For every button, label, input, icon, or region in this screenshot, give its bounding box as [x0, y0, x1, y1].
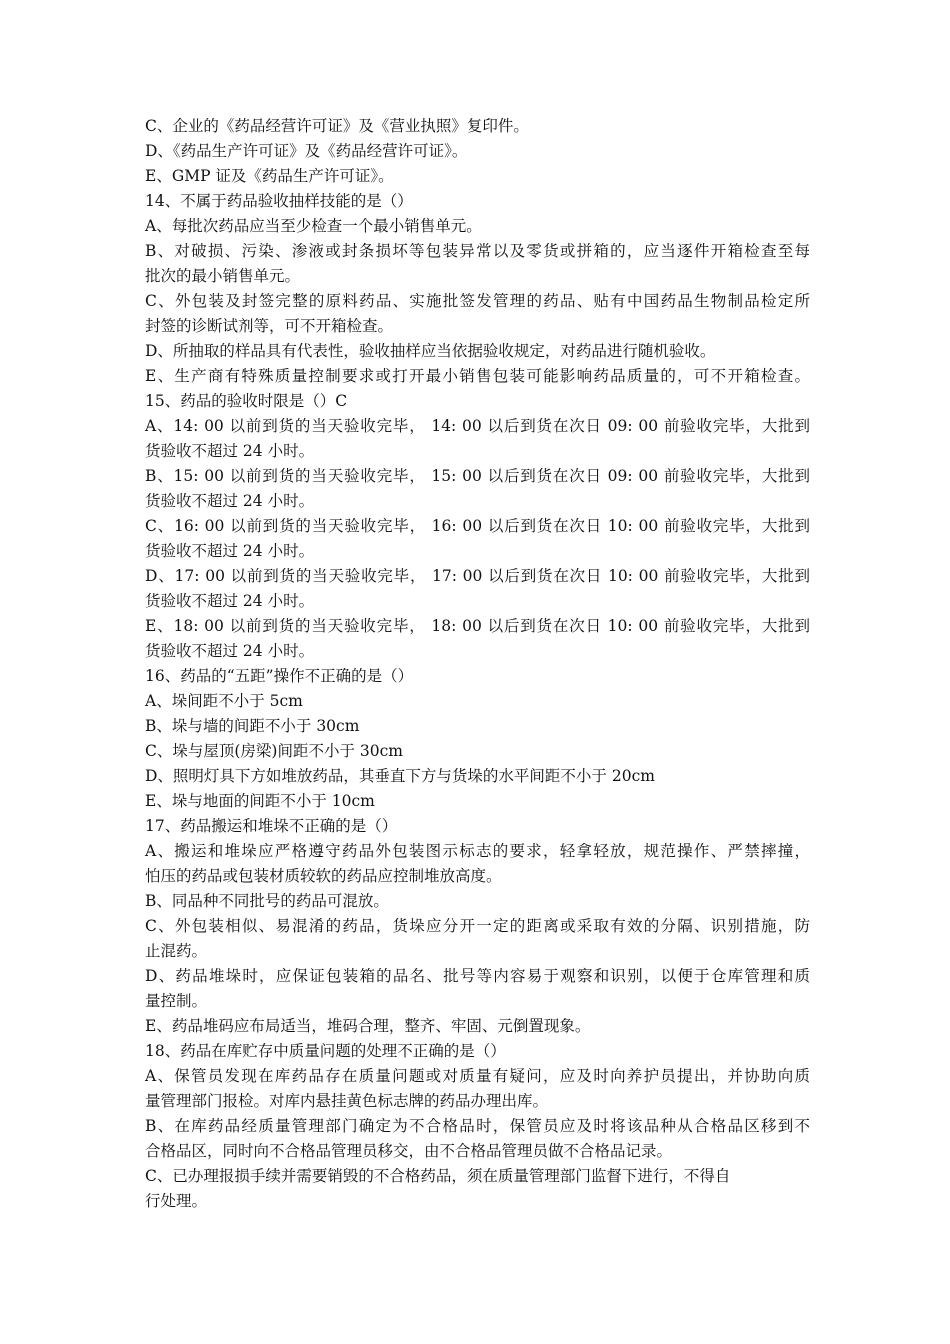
text-line: D、药品堆垛时，应保证包装箱的品名、批号等内容易于观察和识别，以便于仓库管理和质 [145, 967, 810, 985]
text-line: 封签的诊断试剂等，可不开箱检查。 [145, 317, 394, 335]
text-line: 行处理。 [145, 1192, 208, 1210]
text-line: 货验收不超过 24 小时。 [145, 592, 315, 610]
text-line: A、14: 00 以前到货的当天验收完毕， 14: 00 以后到货在次日 09: 00 前验收完毕，大批到 [145, 417, 810, 435]
text-line: 16、药品的“五距”操作不正确的是（） [145, 667, 414, 685]
text-line: E、GMP 证及《药品生产许可证》。 [145, 167, 394, 185]
text-line: A、每批次药品应当至少检查一个最小销售单元。 [145, 217, 482, 235]
text-line: B、同品种不同批号的药品可混放。 [145, 892, 389, 910]
text-line: D、照明灯具下方如堆放药品，其垂直下方与货垛的水平间距不小于 20cm [145, 767, 655, 785]
text-line: A、搬运和堆垛应严格遵守药品外包装图示标志的要求，轻拿轻放，规范操作、严禁摔撞， [145, 842, 810, 860]
text-line: B、对破损、污染、渗液或封条损坏等包装异常以及零货或拼箱的，应当逐件开箱检查至每 [145, 242, 810, 260]
text-line: B、垛与墙的间距不小于 30cm [145, 717, 360, 735]
text-line: E、生产商有特殊质量控制要求或打开最小销售包装可能影响药品质量的，可不开箱检查。 [145, 367, 810, 385]
text-line: 14、不属于药品验收抽样技能的是（） [145, 192, 413, 210]
document-page [145, 114, 810, 1214]
text-line: C、垛与屋顶(房梁)间距不小于 30cm [145, 742, 403, 760]
text-line: C、已办理报损手续并需要销毁的不合格药品，须在质量管理部门监督下进行，不得自 [145, 1167, 731, 1185]
text-line: C、企业的《药品经营许可证》及《营业执照》复印件。 [145, 117, 529, 135]
text-line: A、垛间距不小于 5cm [145, 692, 303, 710]
text-line: 怕压的药品或包装材质较软的药品应控制堆放高度。 [145, 867, 502, 885]
text-line: 合格品区，同时向不合格品管理员移交，由不合格品管理员做不合格品记录。 [145, 1142, 673, 1160]
text-line: C、外包装相似、易混淆的药品，货垛应分开一定的距离或采取有效的分隔、识别措施，防 [145, 917, 810, 935]
text-line: 17、药品搬运和堆垛不正确的是（） [145, 817, 398, 835]
text-line: 15、药品的验收时限是（）C [145, 392, 348, 410]
text-line: B、在库药品经质量管理部门确定为不合格品时，保管员应及时将该品种从合格品区移到不 [145, 1117, 810, 1135]
text-line: C、外包装及封签完整的原料药品、实施批签发管理的药品、贴有中国药品生物制品检定所 [145, 292, 810, 310]
text-line: 18、药品在库贮存中质量问题的处理不正确的是（） [145, 1042, 506, 1060]
text-line: E、垛与地面的间距不小于 10cm [145, 792, 375, 810]
text-line: D、所抽取的样品具有代表性，验收抽样应当依据验收规定，对药品进行随机验收。 [145, 342, 716, 360]
text-line: 货验收不超过 24 小时。 [145, 642, 315, 660]
text-line: 量控制。 [145, 992, 208, 1010]
text-line: 止混药。 [145, 942, 208, 960]
text-line: 货验收不超过 24 小时。 [145, 492, 315, 510]
text-line: D、17: 00 以前到货的当天验收完毕， 17: 00 以后到货在次日 10: 00 前验收完毕，大批到 [145, 567, 810, 585]
text-line: E、药品堆码应布局适当，堆码合理，整齐、牢固、元倒置现象。 [145, 1017, 591, 1035]
text-line: C、16: 00 以前到货的当天验收完毕， 16: 00 以后到货在次日 10: 00 前验收完毕，大批到 [145, 517, 810, 535]
text-line: A、保管员发现在库药品存在质量问题或对质量有疑问，应及时向养护员提出，并协助向质 [145, 1067, 810, 1085]
text-line: 货验收不超过 24 小时。 [145, 442, 315, 460]
text-line: 货验收不超过 24 小时。 [145, 542, 315, 560]
text-line: B、15: 00 以前到货的当天验收完毕， 15: 00 以后到货在次日 09: 00 前验收完毕，大批到 [145, 467, 810, 485]
text-line: E、18: 00 以前到货的当天验收完毕， 18: 00 以后到货在次日 10: 00 前验收完毕，大批到 [145, 617, 810, 635]
text-line: 批次的最小销售单元。 [145, 267, 301, 285]
text-line: D、《药品生产许可证》及《药品经营许可证》。 [145, 142, 468, 160]
text-line: 量管理部门报检。对库内悬挂黄色标志牌的药品办理出库。 [145, 1092, 549, 1110]
